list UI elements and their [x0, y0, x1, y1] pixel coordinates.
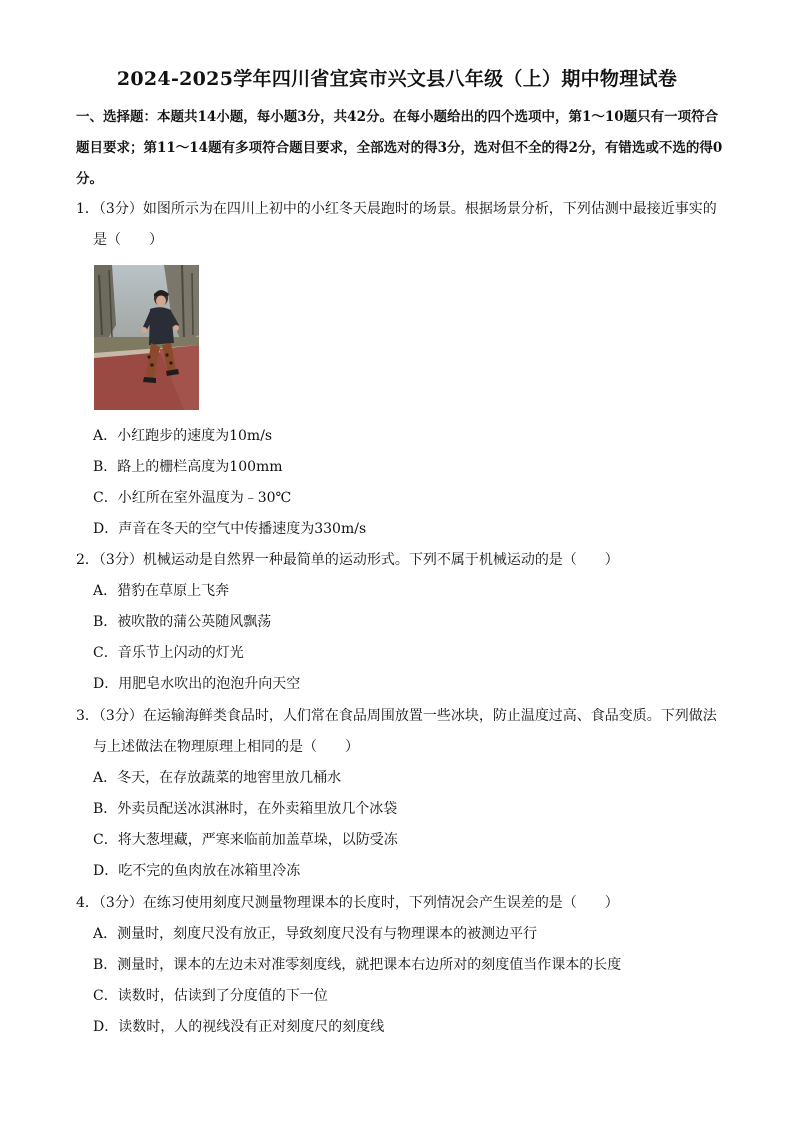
question-3-stem-continued: 与上述做法在物理原理上相同的是（ ）	[93, 739, 359, 755]
question-1-option-a: A．小红跑步的速度为10m/s	[93, 428, 273, 444]
question-3-option-b: B．外卖员配送冰淇淋时，在外卖箱里放几个冰袋	[93, 801, 398, 817]
question-1-running-photo	[94, 265, 199, 410]
question-4-stem: 4．（3分）在练习使用刻度尺测量物理课本的长度时，下列情况会产生误差的是（ ）	[76, 895, 619, 911]
question-4	[76, 888, 726, 1043]
question-2-stem: 2．（3分）机械运动是自然界一种最简单的运动形式。下列不属于机械运动的是（ ）	[76, 552, 619, 568]
question-1-stem-continued: 是（ ）	[93, 232, 163, 248]
question-2-option-b: B．被吹散的蒲公英随风飘荡	[93, 614, 272, 630]
question-3-stem: 3．（3分）在运输海鲜类食品时，人们常在食品周围放置一些冰块，防止温度过高、食品变质。下列做法	[76, 708, 717, 724]
question-3-option-a: A．冬天，在存放蔬菜的地窖里放几桶水	[93, 770, 342, 786]
running-girl-photo-icon	[94, 265, 199, 410]
question-1-option-c: C．小红所在室外温度为﹣30℃	[93, 490, 292, 506]
question-2	[76, 545, 726, 700]
question-1-option-d: D．声音在冬天的空气中传播速度为330m/s	[93, 521, 367, 537]
question-2-option-a: A．猎豹在草原上飞奔	[93, 583, 230, 599]
question-1	[76, 194, 726, 256]
question-3-option-c: C．将大葱埋藏，严寒来临前加盖草垛，以防受冻	[93, 832, 398, 848]
question-2-option-d: D．用肥皂水吹出的泡泡升向天空	[93, 676, 301, 692]
section-instructions: 一、选择题：本题共14小题，每小题3分，共42分。在每小题给出的四个选项中，第1～10题只有一项符合题目要求；第11～14题有多项符合题目要求，全部选对的得3分，选对但不全的得2分，有错选或不选的得0分。	[76, 109, 723, 187]
question-4-option-a: A．测量时，刻度尺没有放正，导致刻度尺没有与物理课本的被测边平行	[93, 926, 538, 942]
question-3-option-d: D．吃不完的鱼肉放在冰箱里冷冻	[93, 863, 301, 879]
question-1-options	[76, 421, 726, 545]
question-4-option-c: C．读数时，估读到了分度值的下一位	[93, 988, 328, 1004]
question-1-option-b: B．路上的栅栏高度为100mm	[93, 459, 283, 475]
question-4-option-d: D．读数时，人的视线没有正对刻度尺的刻度线	[93, 1019, 385, 1035]
page-title: 2024-2025学年四川省宜宾市兴文县八年级（上）期中物理试卷	[116, 68, 678, 90]
question-3	[76, 701, 726, 887]
question-2-option-c: C．音乐节上闪动的灯光	[93, 645, 244, 661]
question-1-stem: 1．（3分）如图所示为在四川上初中的小红冬天晨跑时的场景。根据场景分析，下列估测中最接近事实的	[76, 201, 717, 217]
question-4-option-b: B．测量时，课本的左边未对准零刻度线，就把课本右边所对的刻度值当作课本的长度	[93, 957, 622, 973]
